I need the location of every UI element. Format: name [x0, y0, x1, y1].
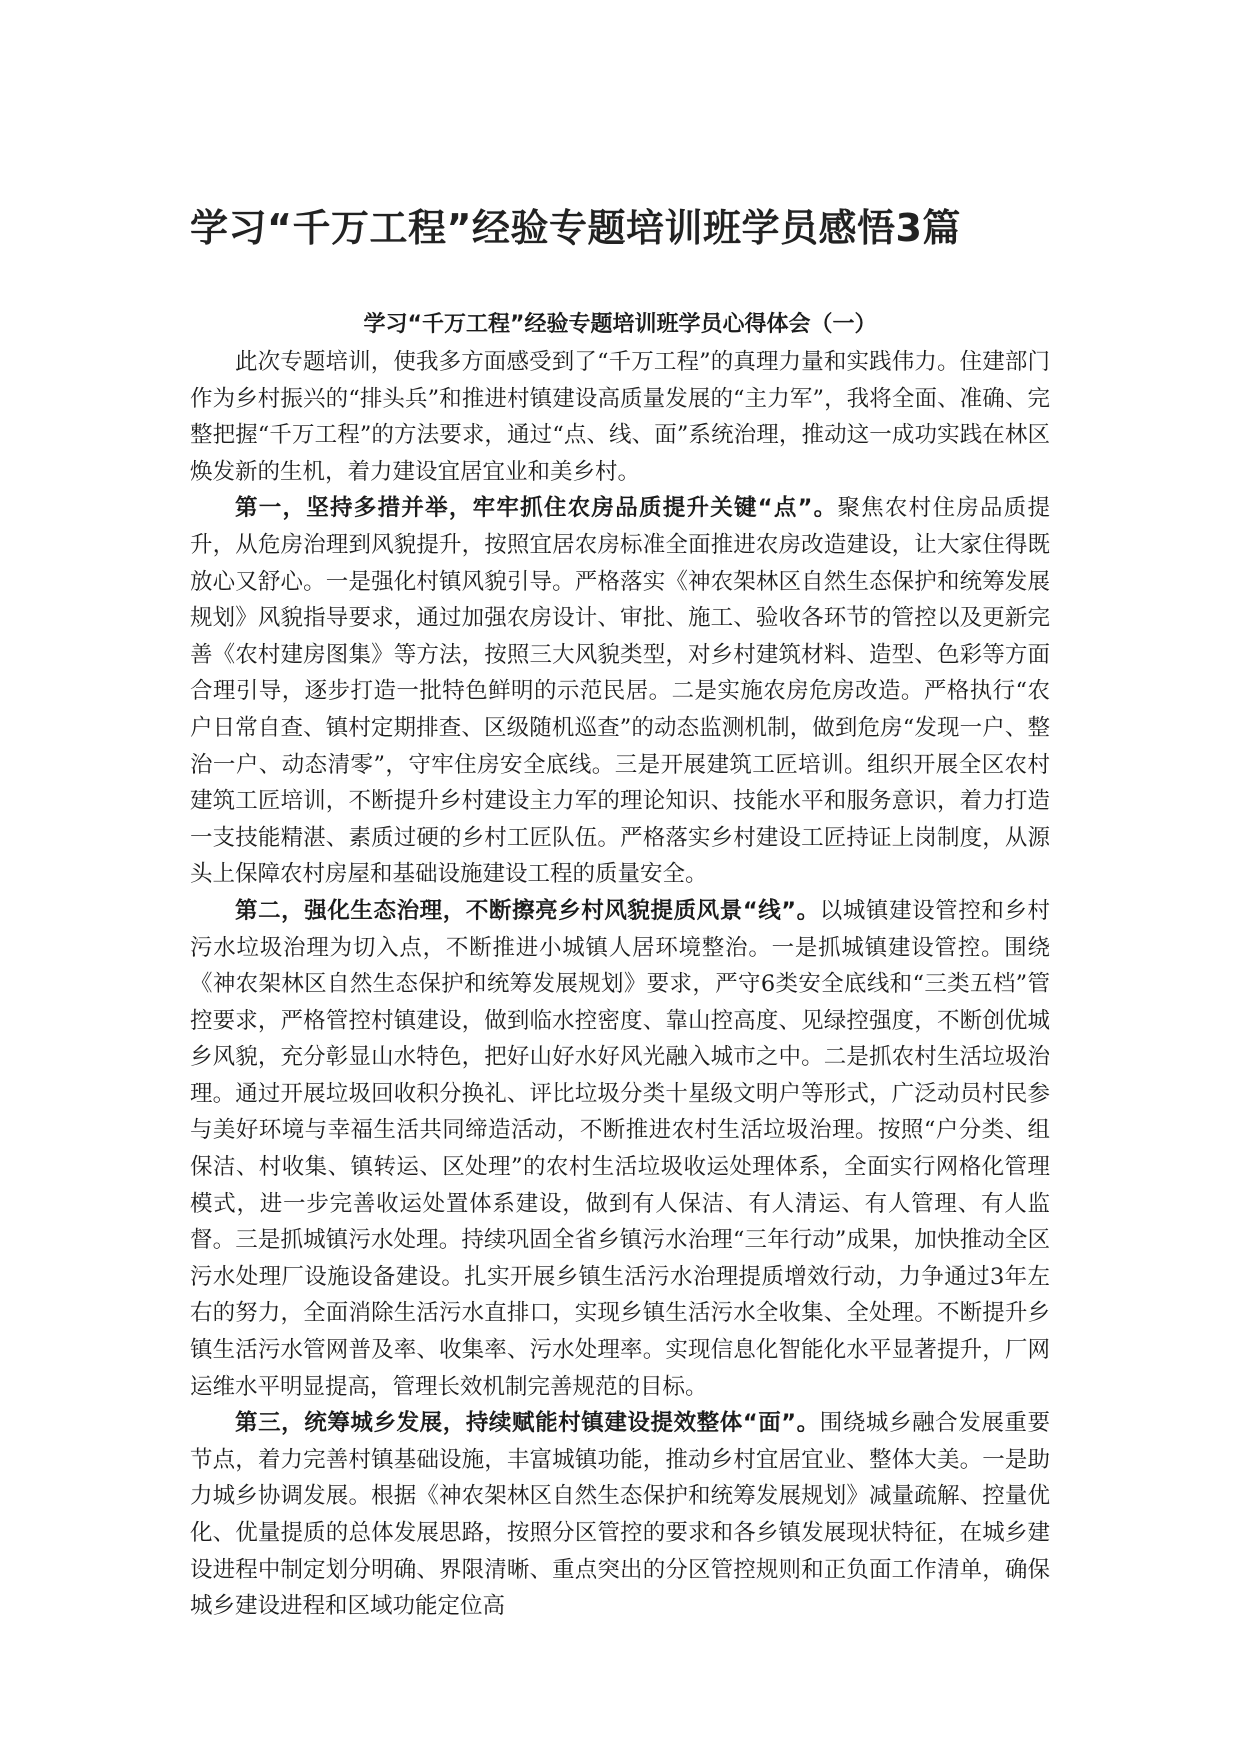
document-title: 学习“千万工程”经验专题培训班学员感悟3篇 — [190, 206, 961, 250]
paragraph-text: 以城镇建设管控和乡村污水垃圾治理为切入点，不断推进小城镇人居环境整治。一是抓城镇建设管控。围绕《神农架林区自然生态保护和统筹发展规划》要求，严守6类安全底线和“三类五档”管控要求，严格管控村镇建设，做到临水控密度、靠山控高度、见绿控强度，不断创优城乡风貌，充分彰显山水特色，把好山好水好风光融入城市之中。二是抓农村生活垃圾治理。通过开展垃圾回收积分换礼、评比垃圾分类十星级文明户等形式，广泛动员村民参与美好环境与幸福生活共同缔造活动，不断推进农村生活垃圾治理。按照“户分类、组保洁、村收集、镇转运、区处理”的农村生活垃圾收运处理体系，全面实行网格化管理模式，进一步完善收运处置体系建设，做到有人保洁、有人清运、有人管理、有人监督。三是抓城镇污水处理。持续巩固全省乡镇污水治理“三年行动”成果，加快推动全区污水处理厂设施设备建设。扎实开展乡镇生活污水治理提质增效行动，力争通过3年左右的努力，全面消除生活污水直排口，实现乡镇生活污水全收集、全处理。不断提升乡镇生活污水管网普及率、收集率、污水处理率。实现信息化智能化水平显著提升，厂网运维水平明显提高，管理长效机制完善规范的目标。 — [190, 897, 1050, 1400]
paragraph-point-1 — [190, 490, 1050, 893]
paragraph-lead: 第二，强化生态治理，不断擦亮乡村风貌提质风景“线”。 — [235, 897, 820, 924]
paragraph-lead: 第三，统筹城乡发展，持续赋能村镇建设提效整体“面”。 — [235, 1410, 820, 1437]
paragraph-lead: 第一，坚持多措并举，牢牢抓住农房品质提升关键“点”。 — [235, 495, 838, 522]
article-body — [190, 306, 1050, 1625]
section-title: 学习“千万工程”经验专题培训班学员心得体会（一） — [363, 312, 877, 337]
paragraph-point-2 — [190, 893, 1050, 1405]
paragraph-point-3 — [190, 1405, 1050, 1625]
paragraph-intro — [190, 344, 1050, 490]
paragraph-text: 此次专题培训，使我多方面感受到了“千万工程”的真理力量和实践伟力。住建部门作为乡村振兴的“排头兵”和推进村镇建设高质量发展的“主力军”，我将全面、准确、完整把握“千万工程”的方法要求，通过“点、线、面”系统治理，推动这一成功实践在林区焕发新的生机，着力建设宜居宜业和美乡村。 — [190, 349, 1050, 485]
paragraph-text: 聚焦农村住房品质提升，从危房治理到风貌提升，按照宜居农房标准全面推进农房改造建设，让大家住得既放心又舒心。一是强化村镇风貌引导。严格落实《神农架林区自然生态保护和统筹发展规划》风貌指导要求，通过加强农房设计、审批、施工、验收各环节的管控以及更新完善《农村建房图集》等方法，按照三大风貌类型，对乡村建筑材料、造型、色彩等方面合理引导，逐步打造一批特色鲜明的示范民居。二是实施农房危房改造。严格执行“农户日常自查、镇村定期排查、区级随机巡查”的动态监测机制，做到危房“发现一户、整治一户、动态清零”，守牢住房安全底线。三是开展建筑工匠培训。组织开展全区农村建筑工匠培训，不断提升乡村建设主力军的理论知识、技能水平和服务意识，着力打造一支技能精湛、素质过硬的乡村工匠队伍。严格落实乡村建设工匠持证上岗制度，从源头上保障农村房屋和基础设施建设工程的质量安全。 — [190, 495, 1050, 888]
paragraph-text: 围绕城乡融合发展重要节点，着力完善村镇基础设施，丰富城镇功能，推动乡村宜居宜业、整体大美。一是助力城乡协调发展。根据《神农架林区自然生态保护和统筹发展规划》减量疏解、控量优化、优量提质的总体发展思路，按照分区管控的要求和各乡镇发展现状特征，在城乡建设进程中制定划分明确、界限清晰、重点突出的分区管控规则和正负面工作清单，确保城乡建设进程和区域功能定位高 — [190, 1410, 1050, 1620]
